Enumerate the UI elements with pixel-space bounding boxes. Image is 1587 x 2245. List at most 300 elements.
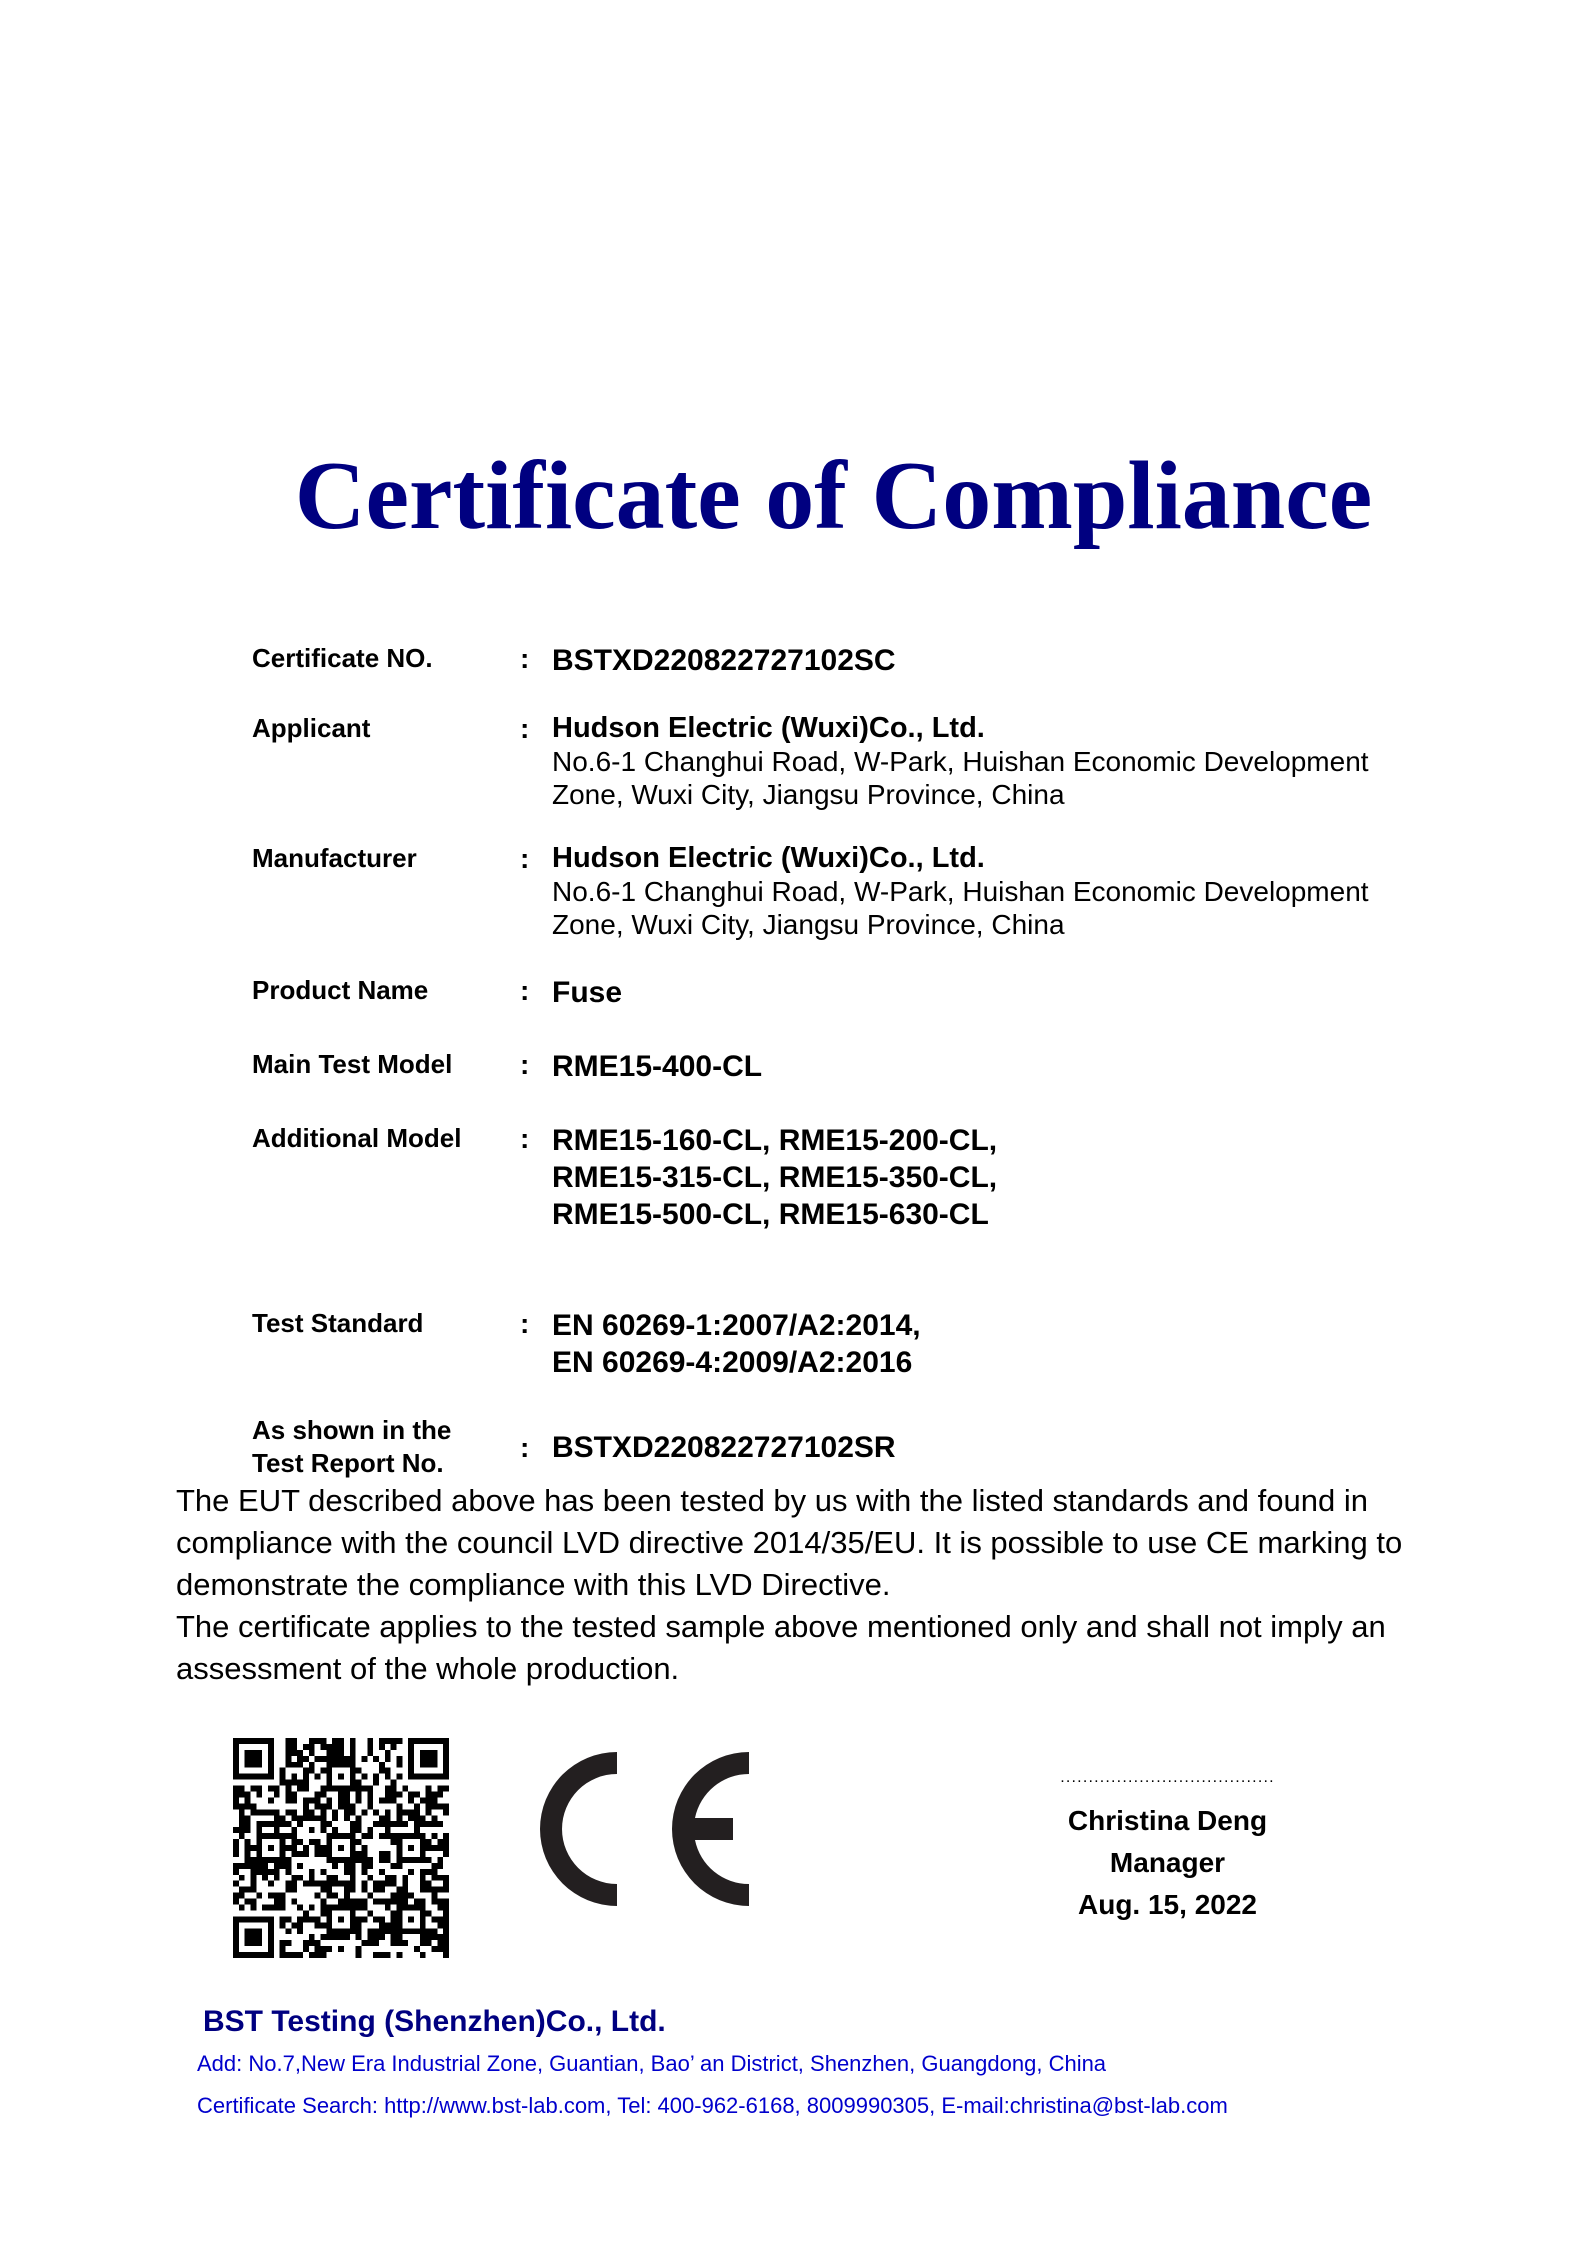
qr-module [245, 1899, 251, 1905]
qr-module [291, 1827, 297, 1833]
qr-module [385, 1952, 391, 1958]
qr-module [414, 1833, 420, 1839]
qr-module [437, 1786, 443, 1792]
qr-module [297, 1875, 303, 1881]
qr-module [262, 1821, 268, 1827]
qr-module [431, 1946, 437, 1952]
qr-module [297, 1904, 303, 1910]
qr-module [396, 1809, 402, 1815]
qr-module [233, 1851, 239, 1857]
qr-module [414, 1857, 420, 1863]
qr-module [233, 1744, 239, 1750]
qr-module [274, 1863, 280, 1869]
qr-module [361, 1857, 367, 1863]
qr-module [338, 1774, 344, 1780]
qr-module [437, 1845, 443, 1851]
qr-module [385, 1792, 391, 1798]
qr-module [274, 1904, 280, 1910]
qr-module [402, 1875, 408, 1881]
qr-module [286, 1780, 292, 1786]
qr-module [356, 1916, 362, 1922]
qr-module [274, 1786, 280, 1792]
qr-module [256, 1821, 262, 1827]
qr-module [426, 1809, 432, 1815]
qr-module [361, 1786, 367, 1792]
qr-module [251, 1786, 257, 1792]
ce-mark-e [672, 1752, 749, 1906]
qr-module [315, 1851, 321, 1857]
qr-module [437, 1875, 443, 1881]
qr-module [239, 1893, 245, 1899]
qr-module [256, 1756, 262, 1762]
qr-module [373, 1916, 379, 1922]
qr-module [379, 1928, 385, 1934]
qr-module [420, 1910, 426, 1916]
qr-module [379, 1738, 385, 1744]
qr-module [344, 1863, 350, 1869]
applicant-name: Hudson Electric (Wuxi)Co., Ltd. [552, 712, 985, 744]
qr-module [391, 1922, 397, 1928]
qr-module [408, 1845, 414, 1851]
qr-module [297, 1928, 303, 1934]
qr-module [262, 1809, 268, 1815]
qr-module [233, 1762, 239, 1768]
qr-module [367, 1893, 373, 1899]
qr-module [356, 1821, 362, 1827]
qr-module [373, 1756, 379, 1762]
qr-module [402, 1899, 408, 1905]
qr-module [268, 1922, 274, 1928]
qr-module [350, 1881, 356, 1887]
qr-module [321, 1887, 327, 1893]
qr-module [268, 1869, 274, 1875]
qr-module [350, 1821, 356, 1827]
qr-module [251, 1887, 257, 1893]
qr-module [350, 1863, 356, 1869]
qr-module [245, 1803, 251, 1809]
signatory-name: Christina Deng [1067, 1805, 1268, 1836]
qr-module [303, 1851, 309, 1857]
qr-module [385, 1821, 391, 1827]
qr-module [367, 1875, 373, 1881]
qr-module [426, 1934, 432, 1940]
qr-module [309, 1904, 315, 1910]
qr-module [332, 1750, 338, 1756]
qr-module [297, 1756, 303, 1762]
qr-module [408, 1833, 414, 1839]
qr-module [350, 1768, 356, 1774]
qr-module [426, 1940, 432, 1946]
qr-module [303, 1744, 309, 1750]
qr-module [361, 1899, 367, 1905]
qr-module [426, 1887, 432, 1893]
additional-model-line: RME15-160-CL, RME15-200-CL, [552, 1124, 998, 1157]
qr-module [367, 1792, 373, 1798]
qr-module [326, 1797, 332, 1803]
qr-module [303, 1946, 309, 1952]
qr-module [350, 1803, 356, 1809]
qr-module [385, 1851, 391, 1857]
qr-module [402, 1857, 408, 1863]
qr-module [233, 1827, 239, 1833]
qr-module [420, 1815, 426, 1821]
qr-module [443, 1934, 449, 1940]
qr-module [373, 1780, 379, 1786]
qr-module [379, 1762, 385, 1768]
qr-module [280, 1780, 286, 1786]
qr-module [426, 1750, 432, 1756]
qr-module [245, 1756, 251, 1762]
qr-module [326, 1786, 332, 1792]
qr-module [414, 1774, 420, 1780]
qr-module [321, 1821, 327, 1827]
qr-module [332, 1857, 338, 1863]
qr-module [286, 1786, 292, 1792]
qr-module [315, 1946, 321, 1952]
certificate-no-value: BSTXD220822727102SC [552, 644, 896, 677]
qr-module [245, 1887, 251, 1893]
qr-module [379, 1869, 385, 1875]
qr-module [344, 1803, 350, 1809]
qr-module [251, 1774, 257, 1780]
qr-module [426, 1756, 432, 1762]
qr-module [367, 1910, 373, 1916]
qr-module [326, 1946, 332, 1952]
qr-module [256, 1863, 262, 1869]
qr-module [367, 1744, 373, 1750]
qr-module [402, 1881, 408, 1887]
qr-module [426, 1803, 432, 1809]
qr-module [256, 1827, 262, 1833]
qr-module [367, 1934, 373, 1940]
manufacturer-value [552, 842, 1452, 941]
qr-module [315, 1756, 321, 1762]
qr-module [443, 1851, 449, 1857]
qr-module [437, 1857, 443, 1863]
qr-module [251, 1845, 257, 1851]
qr-module [274, 1857, 280, 1863]
qr-module [367, 1940, 373, 1946]
test-report-no-value: BSTXD220822727102SR [552, 1431, 896, 1464]
qr-module [367, 1833, 373, 1839]
qr-module [286, 1821, 292, 1827]
qr-module [245, 1839, 251, 1845]
qr-module [239, 1803, 245, 1809]
qr-module [239, 1738, 245, 1744]
qr-module [385, 1881, 391, 1887]
qr-module [379, 1815, 385, 1821]
qr-module [338, 1750, 344, 1756]
qr-module [420, 1916, 426, 1922]
qr-module [443, 1910, 449, 1916]
qr-module [344, 1762, 350, 1768]
qr-module [344, 1904, 350, 1910]
qr-module [396, 1851, 402, 1857]
main-test-model-value: RME15-400-CL [552, 1050, 763, 1083]
qr-module [286, 1762, 292, 1768]
qr-module [262, 1863, 268, 1869]
qr-module [437, 1887, 443, 1893]
qr-module [309, 1827, 315, 1833]
qr-module [326, 1875, 332, 1881]
qr-module [385, 1768, 391, 1774]
qr-module [245, 1774, 251, 1780]
qr-module [391, 1797, 397, 1803]
manufacturer-label: Manufacturer [252, 843, 417, 873]
test-report-no-label [252, 1414, 512, 1480]
qr-module [239, 1875, 245, 1881]
qr-module [437, 1821, 443, 1827]
qr-module [268, 1786, 274, 1792]
qr-module [379, 1744, 385, 1750]
qr-module [262, 1738, 268, 1744]
qr-module [245, 1750, 251, 1756]
qr-module [338, 1786, 344, 1792]
qr-module [437, 1899, 443, 1905]
qr-module [350, 1809, 356, 1815]
qr-module [350, 1928, 356, 1934]
qr-module [280, 1940, 286, 1946]
qr-module [291, 1922, 297, 1928]
qr-module [251, 1762, 257, 1768]
qr-module [344, 1815, 350, 1821]
qr-module [332, 1904, 338, 1910]
qr-module [309, 1839, 315, 1845]
qr-module [326, 1881, 332, 1887]
colon: : [520, 1123, 530, 1154]
qr-module [338, 1744, 344, 1750]
qr-module [373, 1928, 379, 1934]
qr-module [239, 1774, 245, 1780]
qr-module [414, 1821, 420, 1827]
qr-module [356, 1780, 362, 1786]
statement-paragraph-2: The certificate applies to the tested sample above mentioned only and shall not imply an assessment of the whole production. [176, 1609, 1386, 1686]
qr-module [274, 1899, 280, 1905]
qr-module [338, 1946, 344, 1952]
qr-module [426, 1845, 432, 1851]
qr-module [356, 1899, 362, 1905]
test-standard-line: EN 60269-1:2007/A2:2014, [552, 1309, 921, 1342]
qr-module [315, 1815, 321, 1821]
qr-module [256, 1750, 262, 1756]
qr-module [396, 1815, 402, 1821]
qr-module [367, 1797, 373, 1803]
qr-module [251, 1803, 257, 1809]
qr-module [356, 1792, 362, 1798]
qr-module [426, 1792, 432, 1798]
test-report-no-label-line1: As shown in the [252, 1415, 452, 1445]
qr-module [326, 1821, 332, 1827]
qr-module [326, 1887, 332, 1893]
qr-module [391, 1893, 397, 1899]
qr-module [350, 1910, 356, 1916]
qr-module [256, 1738, 262, 1744]
qr-module [443, 1803, 449, 1809]
qr-module [280, 1899, 286, 1905]
qr-module [291, 1881, 297, 1887]
qr-module [262, 1875, 268, 1881]
footer-company-name: BST Testing (Shenzhen)Co., Ltd. [203, 2005, 666, 2038]
test-report-no-label-line2: Test Report No. [252, 1448, 444, 1478]
qr-module [268, 1738, 274, 1744]
qr-module [361, 1809, 367, 1815]
qr-module [420, 1821, 426, 1827]
qr-module [256, 1762, 262, 1768]
qr-module [431, 1756, 437, 1762]
qr-module [373, 1952, 379, 1958]
qr-module [338, 1881, 344, 1887]
qr-module [396, 1774, 402, 1780]
qr-module [321, 1910, 327, 1916]
qr-module [268, 1744, 274, 1750]
qr-module [420, 1881, 426, 1887]
qr-module [414, 1738, 420, 1744]
qr-module [431, 1833, 437, 1839]
qr-module [286, 1744, 292, 1750]
qr-module [309, 1744, 315, 1750]
qr-module [291, 1792, 297, 1798]
qr-module [437, 1904, 443, 1910]
qr-module [321, 1744, 327, 1750]
qr-module [297, 1839, 303, 1845]
qr-module [402, 1887, 408, 1893]
qr-module [274, 1792, 280, 1798]
qr-module [437, 1946, 443, 1952]
qr-module [396, 1940, 402, 1946]
qr-module [396, 1904, 402, 1910]
qr-module [338, 1792, 344, 1798]
qr-module [408, 1928, 414, 1934]
qr-module [385, 1875, 391, 1881]
qr-module [233, 1863, 239, 1869]
qr-module [414, 1815, 420, 1821]
qr-module [326, 1922, 332, 1928]
qr-module [396, 1762, 402, 1768]
qr-module [274, 1815, 280, 1821]
qr-module [396, 1928, 402, 1934]
qr-module [396, 1839, 402, 1845]
qr-module [402, 1833, 408, 1839]
qr-module [326, 1910, 332, 1916]
qr-module [356, 1827, 362, 1833]
qr-module [350, 1875, 356, 1881]
certificate-title: Certificate of Compliance [294, 442, 1373, 550]
qr-module [326, 1893, 332, 1899]
qr-module [437, 1934, 443, 1940]
qr-module [251, 1928, 257, 1934]
qr-module [361, 1869, 367, 1875]
qr-module [233, 1845, 239, 1851]
qr-module [233, 1934, 239, 1940]
qr-module [426, 1797, 432, 1803]
qr-module [286, 1797, 292, 1803]
qr-module [420, 1940, 426, 1946]
qr-module [332, 1756, 338, 1762]
qr-module [291, 1815, 297, 1821]
qr-module [239, 1952, 245, 1958]
qr-module [268, 1821, 274, 1827]
qr-module [408, 1857, 414, 1863]
qr-module [309, 1809, 315, 1815]
qr-module [350, 1904, 356, 1910]
qr-module [385, 1857, 391, 1863]
signatory-position: Manager [1109, 1847, 1226, 1878]
qr-module [361, 1851, 367, 1857]
qr-module [396, 1916, 402, 1922]
qr-module [332, 1744, 338, 1750]
qr-module [420, 1928, 426, 1934]
qr-module [396, 1863, 402, 1869]
qr-module [274, 1893, 280, 1899]
qr-module [268, 1881, 274, 1887]
qr-module [251, 1904, 257, 1910]
qr-module [280, 1952, 286, 1958]
qr-module [408, 1744, 414, 1750]
qr-module [315, 1792, 321, 1798]
qr-module [391, 1916, 397, 1922]
qr-module [350, 1851, 356, 1857]
qr-module [361, 1904, 367, 1910]
qr-module [437, 1738, 443, 1744]
qr-module [280, 1851, 286, 1857]
additional-model-value [552, 1122, 1452, 1233]
qr-module [251, 1916, 257, 1922]
qr-module [408, 1738, 414, 1744]
qr-module [431, 1934, 437, 1940]
ce-mark-c [540, 1752, 617, 1906]
qr-module [233, 1756, 239, 1762]
colon: : [520, 1049, 530, 1080]
qr-module [408, 1904, 414, 1910]
qr-module [426, 1910, 432, 1916]
qr-module [437, 1940, 443, 1946]
qr-code-icon[interactable] [233, 1738, 449, 1958]
qr-module [344, 1756, 350, 1762]
qr-module [396, 1833, 402, 1839]
qr-module [338, 1833, 344, 1839]
qr-module [385, 1904, 391, 1910]
qr-module [280, 1845, 286, 1851]
qr-module [420, 1738, 426, 1744]
qr-module [396, 1857, 402, 1863]
qr-module [291, 1833, 297, 1839]
qr-module [332, 1809, 338, 1815]
qr-module [350, 1774, 356, 1780]
ce-mark-icon [533, 1752, 763, 1906]
qr-module [420, 1857, 426, 1863]
qr-module [315, 1839, 321, 1845]
qr-module [291, 1839, 297, 1845]
qr-module [245, 1851, 251, 1857]
qr-module [420, 1756, 426, 1762]
qr-module [437, 1863, 443, 1869]
qr-module [286, 1809, 292, 1815]
qr-module [402, 1809, 408, 1815]
qr-module [396, 1803, 402, 1809]
qr-module [391, 1899, 397, 1905]
qr-module [332, 1833, 338, 1839]
qr-module [321, 1899, 327, 1905]
qr-module [443, 1928, 449, 1934]
qr-module [385, 1786, 391, 1792]
qr-module [391, 1833, 397, 1839]
qr-module [286, 1857, 292, 1863]
qr-module [431, 1916, 437, 1922]
qr-module [367, 1827, 373, 1833]
qr-module [344, 1786, 350, 1792]
qr-module [233, 1952, 239, 1958]
qr-module [373, 1899, 379, 1905]
